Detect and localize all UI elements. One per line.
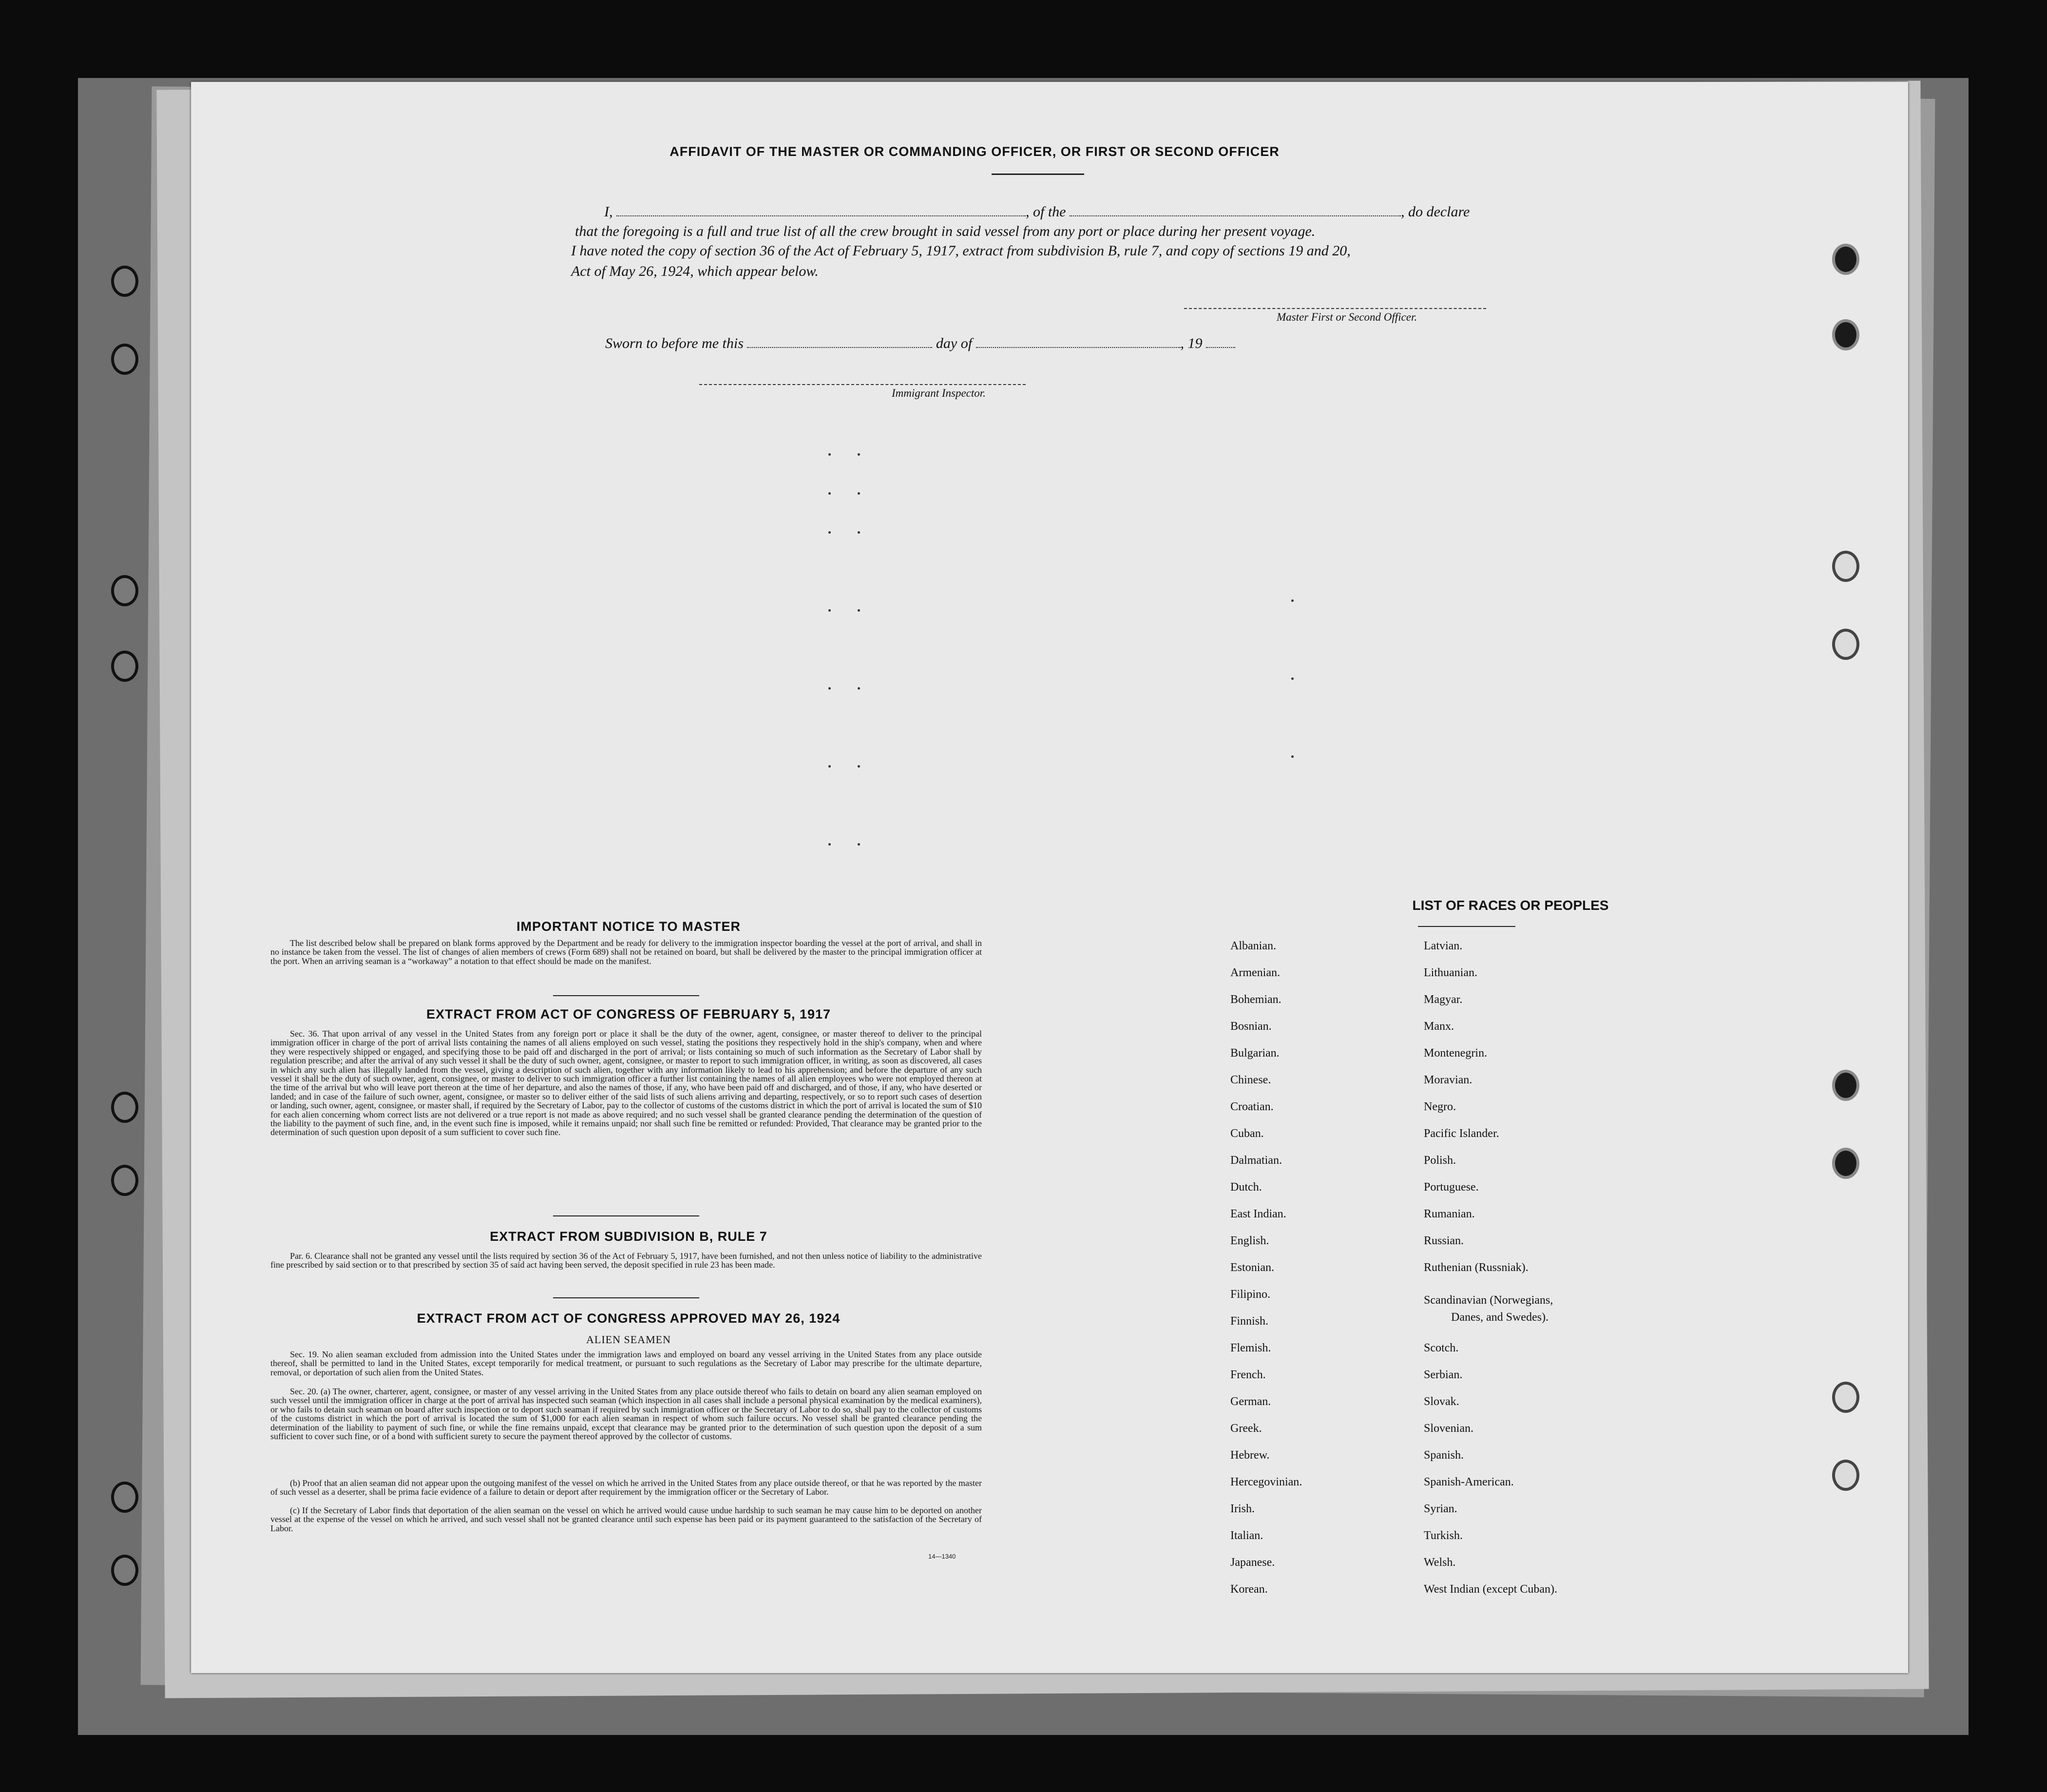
name-blank[interactable] [616, 204, 1026, 216]
affidavit-line-4: Act of May 26, 1924, which appear below. [571, 263, 819, 279]
section-rule [553, 1215, 699, 1216]
extract-rule7-heading: EXTRACT FROM SUBDIVISION B, RULE 7 [490, 1229, 767, 1244]
sworn-year-blank[interactable] [1206, 335, 1235, 348]
race-item: Hebrew. [1230, 1449, 1270, 1462]
master-signature-line[interactable] [1184, 308, 1486, 309]
race-item: Welsh. [1424, 1556, 1456, 1569]
race-item: Spanish. [1424, 1449, 1464, 1462]
race-item: Latvian. [1424, 940, 1463, 952]
column-dot [858, 609, 860, 612]
race-item: Armenian. [1230, 966, 1280, 979]
column-dot [828, 687, 831, 690]
races-rule [1418, 926, 1515, 927]
punch-hole-icon [111, 651, 138, 682]
races-heading: LIST OF RACES OR PEOPLES [1412, 898, 1609, 913]
column-dot [858, 531, 860, 534]
punch-hole-icon [111, 266, 138, 297]
affidavit-line-1 [604, 204, 1470, 220]
race-item: Rumanian. [1424, 1208, 1475, 1220]
race-item: Dutch. [1230, 1181, 1262, 1194]
race-item: Polish. [1424, 1154, 1456, 1167]
extract-1917-heading: EXTRACT FROM ACT OF CONGRESS OF FEBRUARY 5, 1917 [426, 1007, 831, 1021]
punch-hole-icon [1832, 1070, 1859, 1101]
affidavit-line-2: that the foregoing is a full and true list of all the crew brought in said vessel from any port or place during her present voyage. [575, 223, 1316, 239]
punch-hole-icon [111, 1482, 138, 1513]
affidavit-line-3: I have noted the copy of section 36 of the Act of February 5, 1917, extract from subdivision B, rule 7, and copy of sections 19 and 20, [571, 243, 1351, 259]
race-item: Danes, and Swedes). [1451, 1311, 1549, 1324]
race-item: English. [1230, 1234, 1269, 1247]
punch-hole-icon [1832, 244, 1859, 275]
column-dot [828, 453, 831, 456]
extract-1924-heading: EXTRACT FROM ACT OF CONGRESS APPROVED MAY 26, 1924 [417, 1311, 841, 1326]
race-item: Manx. [1424, 1020, 1454, 1033]
race-item: Turkish. [1424, 1529, 1463, 1542]
punch-hole-icon [1832, 1382, 1859, 1413]
alien-seamen-subheading: ALIEN SEAMEN [586, 1333, 671, 1346]
race-item: Lithuanian. [1424, 966, 1477, 979]
race-item: Montenegrin. [1424, 1047, 1487, 1060]
race-item: French. [1230, 1368, 1266, 1381]
race-item: Magyar. [1424, 993, 1463, 1006]
race-item: Ruthenian (Russniak). [1424, 1261, 1529, 1274]
punch-hole-icon [111, 344, 138, 375]
race-item: Bohemian. [1230, 993, 1282, 1006]
column-dot [1291, 677, 1294, 680]
race-item: Italian. [1230, 1529, 1263, 1542]
inspector-signature-label: Immigrant Inspector. [892, 387, 986, 399]
race-item: Albanian. [1230, 940, 1276, 952]
column-dot [1291, 755, 1294, 758]
race-item: Slovenian. [1424, 1422, 1473, 1435]
race-item: Cuban. [1230, 1127, 1264, 1140]
race-item: Bosnian. [1230, 1020, 1272, 1033]
race-item: Greek. [1230, 1422, 1262, 1435]
sworn-day-blank[interactable] [747, 335, 932, 348]
race-item: Bulgarian. [1230, 1047, 1280, 1060]
column-dot [828, 765, 831, 768]
column-dot [858, 843, 860, 846]
race-item: Spanish-American. [1424, 1476, 1514, 1488]
race-item: Flemish. [1230, 1342, 1271, 1354]
affidavit-i: I, [604, 204, 613, 220]
race-item: Scotch. [1424, 1342, 1459, 1354]
race-item: Pacific Islander. [1424, 1127, 1499, 1140]
race-item: German. [1230, 1395, 1271, 1408]
punch-hole-icon [1832, 1148, 1859, 1179]
race-item: Negro. [1424, 1100, 1456, 1113]
extract-rule7-text: Par. 6. Clearance shall not be granted any vessel until the lists required by section 36 of the Act of February 5, 1917, have been furnished, and not then unless notice of liability to the administrative fine prescribed by said section or to that prescribed by section 35 of said act having been served, the deposit specified in rule 23 has been made. [270, 1251, 982, 1270]
sworn-month-blank[interactable] [976, 335, 1181, 348]
punch-hole-icon [1832, 1460, 1859, 1491]
punch-hole-icon [111, 1555, 138, 1586]
race-item: Filipino. [1230, 1288, 1271, 1301]
punch-hole-icon [111, 1165, 138, 1196]
race-item: Hercegovinian. [1230, 1476, 1302, 1488]
day-of-label: day of [936, 335, 973, 351]
race-item: Korean. [1230, 1583, 1268, 1596]
race-item: Serbian. [1424, 1368, 1463, 1381]
section-rule [553, 1297, 699, 1298]
title-rule [992, 173, 1084, 175]
column-dot [828, 492, 831, 495]
inspector-signature-line[interactable] [699, 384, 1026, 385]
race-item: West Indian (except Cuban). [1424, 1583, 1557, 1596]
column-dot [828, 609, 831, 612]
section-rule [553, 995, 699, 996]
race-item: Moravian. [1424, 1074, 1473, 1086]
race-item: Estonian. [1230, 1261, 1274, 1274]
race-item: East Indian. [1230, 1208, 1286, 1220]
of-the-label: , of the [1026, 204, 1066, 220]
race-item: Scandinavian (Norwegians, [1424, 1294, 1553, 1307]
punch-hole-icon [1832, 551, 1859, 582]
column-dot [828, 531, 831, 534]
form-number: 14—1340 [928, 1553, 956, 1560]
sec20b-text: (b) Proof that an alien seaman did not appear upon the outgoing manifest of the vessel on which he arrived in the United States from any place outside thereof, or that he was reported by the master of such vessel as a deserter, shall be prima facie evidence of a failure to detain or deport after requirement by the immigration officer or the Secretary of Labor. [270, 1478, 982, 1497]
sec20c-text: (c) If the Secretary of Labor finds that deportation of the alien seaman on the vessel on which he arrived would cause undue hardship to such seaman he may cause him to be deported on another vessel at the expense of the vessel on which he arrived, and such vessel shall not be granted clearance until such expense has been paid or its payment guaranteed to the satisfaction of the Secretary of Labor. [270, 1505, 982, 1533]
notice-heading: IMPORTANT NOTICE TO MASTER [517, 919, 741, 934]
race-item: Croatian. [1230, 1100, 1274, 1113]
column-dot [858, 765, 860, 768]
race-item: Slovak. [1424, 1395, 1459, 1408]
race-item: Dalmatian. [1230, 1154, 1282, 1167]
notice-text: The list described below shall be prepared on blank forms approved by the Department and be ready for delivery to the immigration inspector boarding the vessel at the port of arrival, and shall in no instance be taken from the vessel. The list of changes of alien members of crews (Form 689) shall not be retained on board, but shall be delivered by the master to the principal immigration officer at the port. When an arriving seaman is a “workaway” a notation to that effect should be made on the manifest. [270, 938, 982, 966]
race-item: Japanese. [1230, 1556, 1275, 1569]
column-dot [1291, 599, 1294, 602]
race-item: Chinese. [1230, 1074, 1271, 1086]
affidavit-title: AFFIDAVIT OF THE MASTER OR COMMANDING OFFICER, OR FIRST OR SECOND OFFICER [670, 144, 1280, 159]
punch-hole-icon [111, 575, 138, 606]
column-dot [828, 843, 831, 846]
sworn-label: Sworn to before me this [605, 335, 744, 351]
race-item: Russian. [1424, 1234, 1464, 1247]
punch-hole-icon [1832, 319, 1859, 350]
sec19-text: Sec. 19. No alien seaman excluded from admission into the United States under the immigration laws and employed on board any vessel arriving in the United States from any place outside thereof, shall be permitted to land in the United States, except temporarily for medical treatment, or pursuant to such regulations as the Secretary of Labor may prescribe for the ultimate departure, removal, or deportation of such alien from the United States. [270, 1349, 982, 1377]
vessel-blank[interactable] [1070, 204, 1401, 216]
column-dot [858, 492, 860, 495]
race-item: Finnish. [1230, 1315, 1269, 1328]
race-item: Irish. [1230, 1503, 1255, 1515]
master-signature-label: Master First or Second Officer. [1277, 311, 1417, 323]
punch-hole-icon [1832, 629, 1859, 660]
year-label: , 19 [1180, 335, 1203, 351]
race-item: Syrian. [1424, 1503, 1457, 1515]
do-declare-label: , do declare [1401, 204, 1470, 220]
extract-1917-text: Sec. 36. That upon arrival of any vessel in the United States from any foreign port or place it shall be the duty of the owner, agent, consignee, or master thereof to deliver to the principal immigration officer in charge of the port of arrival lists containing the names of all aliens employed on such vessel, stating the positions they respectively hold in the ship's company, when and where they were respectively shipped or engaged, and specifying those to be paid off and discharged in the port of arrival; or lists containing so much of such information as the Secretary of Labor shall by regulation prescribe; and after the arrival of any such vessel it shall be the duty of such owner, agent, consignee, or master to report to such immigration officer, in writing, as soon as discovered, all cases in which any such alien has illegally landed from the vessel, giving a description of such alien, together with any information likely to lead to his apprehension; and before the departure of any such vessel it shall be the duty of such owner, agent, consignee, or master to deliver to such immigration officer a further list containing the names of all alien employees who were not employed thereon at the time of the arrival but who will leave port thereon at the time of her departure, and also the names of those, if any, who have been paid off and discharged, and of those, if any, who have deserted or landed; and in case of the failure of such owner, agent, consignee, or master so to deliver either of the said lists of such aliens arriving and departing, respectively, or so to report such cases of desertion or landing, such owner, agent, consignee, or master shall, if required by the Secretary of Labor, pay to the collector of customs of the customs district in which the port of arrival is located the sum of $10 for each alien concerning whom correct lists are not delivered or a true report is not made as above required; and no such vessel shall be granted clearance pending the determination of the question of the liability to the payment of such fine, and, in the event such fine is imposed, while it remains unpaid; nor shall such fine be remitted or refunded: Provided, That clearance may be granted prior to the determination of such question upon deposit of a sum sufficient to cover such fine. [270, 1029, 982, 1137]
sworn-line [605, 335, 1235, 352]
punch-hole-icon [111, 1092, 138, 1123]
sec20a-text: Sec. 20. (a) The owner, charterer, agent, consignee, or master of any vessel arriving in the United States from any place outside thereof who fails to detain on board any alien seaman employed on such vessel until the immigration officer in charge at the port of arrival has inspected such seaman (which inspection in all cases shall include a personal physical examination by the medical examiners), or who fails to detain such seaman on board after such inspection or to deport such seaman if required by such immigration officer or the Secretary of Labor to do so, shall pay to the collector of customs of the customs district in which the port of arrival is located the sum of $1,000 for each alien seaman in respect of whom such failure occurs. No vessel shall be granted clearance pending the determination of the liability to payment of such fine, or while the fine remains unpaid, except that clearance may be granted prior to the determination of such question upon the deposit of a sum sufficient to cover such fine, or of a bond with sufficient surety to secure the payment thereof approved by the collector of customs. [270, 1387, 982, 1442]
column-dot [858, 687, 860, 690]
column-dot [858, 453, 860, 456]
race-item: Portuguese. [1424, 1181, 1479, 1194]
